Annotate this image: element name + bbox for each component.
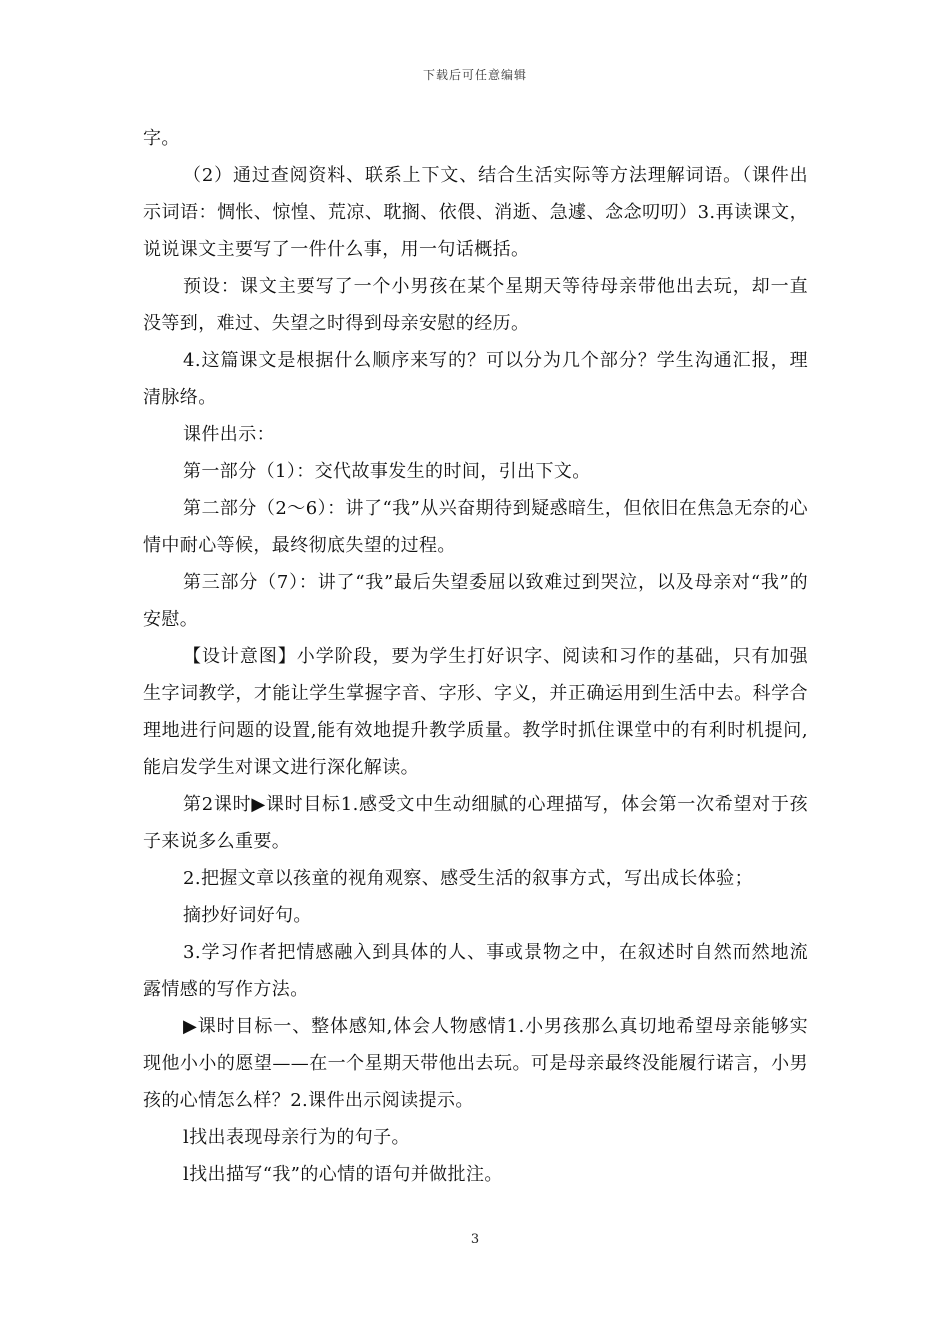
paragraph-6: 第二部分（2～6）：讲了“我”从兴奋期待到疑惑暗生，但依旧在焦急无奈的心情中耐心等候，最终彻底失望的过程。 (143, 498, 808, 556)
paragraph-2: 预设：课文主要写了一个小男孩在某个星期天等待母亲带他出去玩，却一直没等到，难过、失望之时得到母亲安慰的经历。 (143, 276, 808, 334)
paragraph-15: l找出描写“我”的心情的语句并做批注。 (183, 1164, 503, 1185)
page-header: 下载后可任意编辑 (422, 68, 527, 82)
paragraph-14: l找出表现母亲行为的句子。 (183, 1127, 410, 1148)
paragraph-5: 第一部分（1）：交代故事发生的时间，引出下文。 (183, 461, 591, 482)
paragraph-10: 2.把握文章以孩童的视角观察、感受生活的叙事方式，写出成长体验； (183, 868, 753, 889)
document-body (143, 120, 808, 1193)
paragraph-9: 第2课时▶课时目标1.感受文中生动细腻的心理描写，体会第一次希望对于孩子来说多么重要。 (143, 794, 808, 852)
paragraph-13: ▶课时目标一、整体感知,体会人物感情1.小男孩那么真切地希望母亲能够实现他小小的愿望——在一个星期天带他出去玩。可是母亲最终没能履行诺言，小男孩的心情怎么样？2.课件出示阅读提示。 (143, 1016, 808, 1111)
paragraph-4: 课件出示： (183, 424, 275, 445)
paragraph-8: 【设计意图】小学阶段，要为学生打好识字、阅读和习作的基础，只有加强生字词教学，才能让学生掌握字音、字形、字义，并正确运用到生活中去。科学合理地进行问题的设置,能有效地提升教学质量。教学时抓住课堂中的有利时机提问,能启发学生对课文进行深化解读。 (143, 646, 808, 778)
paragraph-0: 字。 (143, 128, 180, 149)
paragraph-3: 4.这篇课文是根据什么顺序来写的？可以分为几个部分？学生沟通汇报，理清脉络。 (143, 350, 808, 408)
paragraph-1: （2）通过查阅资料、联系上下文、结合生活实际等方法理解词语。（课件出示词语：惆怅、惊惶、荒凉、耽搁、依偎、消逝、急遽、念念叨叨）3.再读课文，说说课文主要写了一件什么事，用一句话概括。 (143, 165, 808, 260)
paragraph-7: 第三部分（7）：讲了“我”最后失望委屈以致难过到哭泣，以及母亲对“我”的安慰。 (143, 572, 808, 630)
page-number: 3 (470, 1232, 480, 1247)
paragraph-12: 3.学习作者把情感融入到具体的人、事或景物之中，在叙述时自然而然地流露情感的写作方法。 (143, 942, 808, 1000)
paragraph-11: 摘抄好词好句。 (183, 905, 312, 926)
